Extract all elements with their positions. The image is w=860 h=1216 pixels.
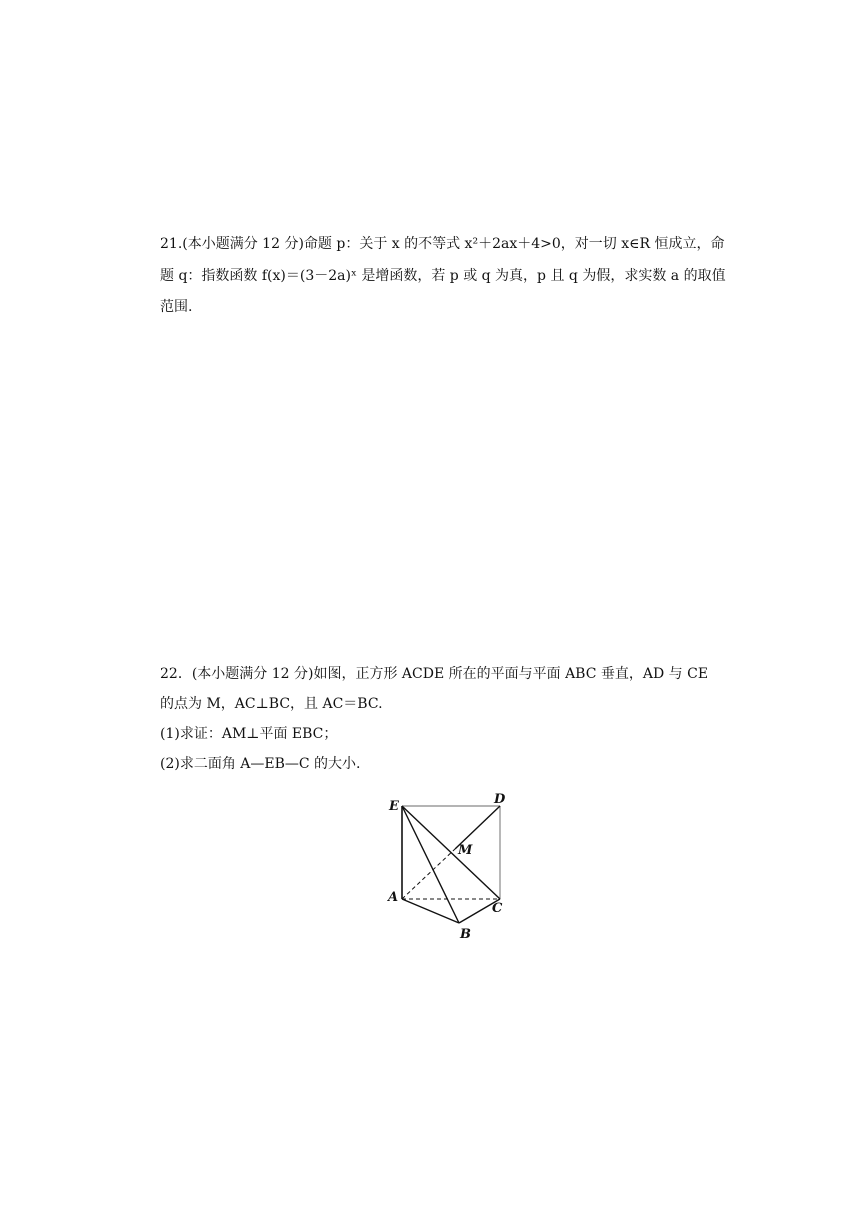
q22-part-1: (1)求证：AM⊥平面 EBC； xyxy=(160,726,338,742)
label-M: M xyxy=(458,843,473,858)
diagonal-AM xyxy=(402,849,455,899)
q22-text-line-2: 的点为 M，AC⊥BC，且 AC＝BC. xyxy=(160,696,383,712)
label-E: E xyxy=(389,799,399,814)
q21-text-line-1: 21.(本小题满分 12 分)命题 p：关于 x 的不等式 x²＋2ax＋4>0，对一切 x∈R 恒成立，命 xyxy=(160,236,725,252)
q22-part-2: (2)求二面角 A—EB—C 的大小. xyxy=(160,756,361,772)
label-D: D xyxy=(494,792,506,807)
q21-text-line-2: 题 q：指数函数 f(x)＝(3－2a)ˣ 是增函数，若 p 或 q 为真，p 且 q 为假，求实数 a 的取值 xyxy=(160,268,726,284)
geometry-figure xyxy=(380,788,520,948)
label-C: C xyxy=(492,901,503,916)
q21-text-line-3: 范围. xyxy=(160,299,193,315)
label-B: B xyxy=(460,927,471,942)
edge-EB xyxy=(402,806,459,923)
q22-text-line-1: 22．(本小题满分 12 分)如图，正方形 ACDE 所在的平面与平面 ABC 垂直，AD 与 CE xyxy=(160,666,709,682)
label-A: A xyxy=(388,890,399,905)
edge-AB xyxy=(402,899,459,923)
